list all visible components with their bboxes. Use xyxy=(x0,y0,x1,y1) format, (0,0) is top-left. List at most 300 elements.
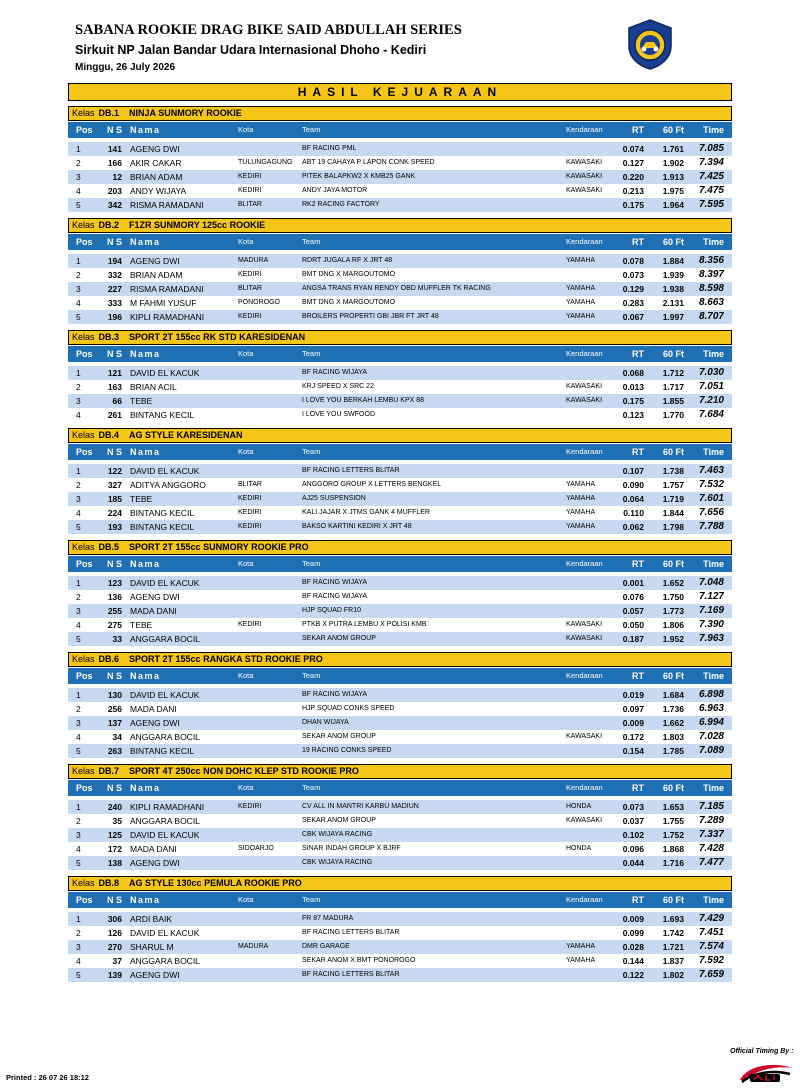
cell-pos: 2 xyxy=(76,592,81,602)
table-row xyxy=(68,730,732,744)
cell-time: 7.463 xyxy=(698,465,724,476)
circuit-name: Sirkuit NP Jalan Bandar Udara Internasional Dhoho - Kediri xyxy=(75,43,427,57)
cell-nama: KIPLI RAMADHANI xyxy=(130,312,205,322)
cell-kota: KEDIRI xyxy=(238,173,262,180)
column-header-rt: RT xyxy=(632,783,644,793)
column-header-kota: Kota xyxy=(238,125,254,134)
cell-ft60: 1.837 xyxy=(662,956,684,966)
class-name: AG STYLE 130cc PEMULA ROOKIE PRO xyxy=(129,878,302,888)
cell-rt: 0.028 xyxy=(622,942,644,952)
column-header-ft60: 60 Ft xyxy=(662,559,684,569)
cell-pos: 2 xyxy=(76,704,81,714)
column-header-team: Team xyxy=(302,559,321,568)
column-header-nama: Nama xyxy=(130,783,161,793)
cell-time: 8.598 xyxy=(698,283,724,294)
cell-team: BF RACING LETTERS BLITAR xyxy=(302,467,400,474)
cell-team: ABT 19 CAHAYA P LAPON CONK SPEED xyxy=(302,159,435,166)
class-code: DB.2 xyxy=(98,220,120,230)
column-header-row xyxy=(68,780,732,796)
cell-kota: KEDIRI xyxy=(238,509,262,516)
cell-time: 7.185 xyxy=(698,801,724,812)
cell-ns: 193 xyxy=(107,522,122,532)
cell-rt: 0.187 xyxy=(622,634,644,644)
cell-ns: 12 xyxy=(112,172,122,182)
column-header-pos: Pos xyxy=(76,895,93,905)
cell-rt: 0.057 xyxy=(622,606,644,616)
cell-kendaraan: YAMAHA xyxy=(566,943,596,950)
cell-pos: 1 xyxy=(76,368,81,378)
cell-rt: 0.009 xyxy=(622,914,644,924)
cell-time: 7.210 xyxy=(698,395,724,406)
column-header-pos: Pos xyxy=(76,349,93,359)
class-name: F1ZR SUNMORY 125cc ROOKIE xyxy=(129,220,266,230)
class-title-bar xyxy=(68,764,732,779)
cell-ft60: 1.770 xyxy=(662,410,684,420)
cell-rt: 0.073 xyxy=(622,270,644,280)
class-label: Kelas xyxy=(72,654,95,664)
table-row xyxy=(68,940,732,954)
cell-pos: 3 xyxy=(76,284,81,294)
cell-nama: TEBE xyxy=(130,396,153,406)
column-header-ns: N S xyxy=(106,559,122,569)
cell-kendaraan: HONDA xyxy=(566,845,592,852)
class-label: Kelas xyxy=(72,220,95,230)
class-title-bar xyxy=(68,876,732,891)
cell-rt: 0.213 xyxy=(622,186,644,196)
column-header-pos: Pos xyxy=(76,447,93,457)
cell-ns: 270 xyxy=(107,942,122,952)
cell-ft60: 1.952 xyxy=(662,634,684,644)
table-row xyxy=(68,828,732,842)
column-header-kota: Kota xyxy=(238,559,254,568)
column-header-pos: Pos xyxy=(76,559,93,569)
cell-ns: 125 xyxy=(107,830,122,840)
cell-ns: 332 xyxy=(107,270,122,280)
cell-rt: 0.097 xyxy=(622,704,644,714)
class-label: Kelas xyxy=(72,332,95,342)
cell-team: I LOVE YOU BERKAH LEMBU KPX 88 xyxy=(302,397,425,404)
table-row xyxy=(68,408,732,422)
class-code: DB.4 xyxy=(98,430,120,440)
table-row xyxy=(68,716,732,730)
cell-nama: AGENG DWI xyxy=(130,858,180,868)
cell-ft60: 1.964 xyxy=(662,200,684,210)
cell-ft60: 1.652 xyxy=(662,578,684,588)
cell-time: 7.429 xyxy=(698,913,724,924)
cell-ns: 136 xyxy=(107,592,122,602)
cell-rt: 0.068 xyxy=(622,368,644,378)
cell-rt: 0.172 xyxy=(622,732,644,742)
cell-pos: 3 xyxy=(76,606,81,616)
cell-pos: 4 xyxy=(76,508,81,518)
results-section-db7 xyxy=(68,764,732,870)
cell-nama: AGENG DWI xyxy=(130,256,180,266)
cell-ns: 122 xyxy=(107,466,122,476)
cell-kendaraan: KAWASAKI xyxy=(566,159,603,166)
class-label: Kelas xyxy=(72,108,95,118)
cell-pos: 2 xyxy=(76,270,81,280)
column-header-ft60: 60 Ft xyxy=(662,671,684,681)
cell-ft60: 1.738 xyxy=(662,466,684,476)
column-header-ft60: 60 Ft xyxy=(662,895,684,905)
column-header-ft60: 60 Ft xyxy=(662,349,684,359)
column-header-row xyxy=(68,892,732,908)
cell-time: 7.390 xyxy=(698,619,724,630)
cell-nama: BINTANG KECIL xyxy=(130,746,195,756)
column-header-ns: N S xyxy=(106,237,122,247)
cell-time: 7.425 xyxy=(698,171,724,182)
cell-team: SEKAR ANOM X BMT PONOROGO xyxy=(302,957,416,964)
cell-ns: 306 xyxy=(107,914,122,924)
cell-nama: KIPLI RAMADHANI xyxy=(130,802,205,812)
table-row xyxy=(68,576,732,590)
cell-pos: 4 xyxy=(76,298,81,308)
column-header-nama: Nama xyxy=(130,349,161,359)
cell-team: SEKAR ANOM GROUP xyxy=(302,817,376,824)
results-rows xyxy=(68,800,732,870)
cell-nama: MADA DANI xyxy=(130,606,177,616)
column-header-team: Team xyxy=(302,349,321,358)
event-title: SABANA ROOKIE DRAG BIKE SAID ABDULLAH SERIES xyxy=(75,22,462,38)
cell-pos: 3 xyxy=(76,830,81,840)
cell-rt: 0.283 xyxy=(622,298,644,308)
cell-pos: 5 xyxy=(76,312,81,322)
cell-pos: 4 xyxy=(76,844,81,854)
cell-pos: 4 xyxy=(76,620,81,630)
column-header-team: Team xyxy=(302,237,321,246)
cell-pos: 1 xyxy=(76,578,81,588)
cell-pos: 2 xyxy=(76,158,81,168)
cell-time: 7.475 xyxy=(698,185,724,196)
cell-kendaraan: YAMAHA xyxy=(566,957,596,964)
table-row xyxy=(68,282,732,296)
cell-kota: KEDIRI xyxy=(238,523,262,530)
cell-nama: SHARUL M xyxy=(130,942,174,952)
cell-team: CBK WIJAYA RACING xyxy=(302,859,373,866)
cell-kendaraan: YAMAHA xyxy=(566,509,596,516)
table-row xyxy=(68,744,732,758)
cell-nama: ANDY WIJAYA xyxy=(130,186,187,196)
cell-time: 6.898 xyxy=(698,689,724,700)
cell-rt: 0.009 xyxy=(622,718,644,728)
event-date: Minggu, 26 July 2026 xyxy=(75,62,176,73)
cell-ns: 138 xyxy=(107,858,122,868)
cell-ft60: 1.750 xyxy=(662,592,684,602)
cell-ft60: 1.806 xyxy=(662,620,684,630)
cell-time: 7.089 xyxy=(698,745,724,756)
cell-ft60: 1.844 xyxy=(662,508,684,518)
table-row xyxy=(68,366,732,380)
table-row xyxy=(68,618,732,632)
cell-team: DMR GARAGE xyxy=(302,943,350,950)
results-rows xyxy=(68,912,732,982)
cell-rt: 0.220 xyxy=(622,172,644,182)
results-rows xyxy=(68,366,732,422)
cell-nama: DAVID EL KACUK xyxy=(130,690,200,700)
table-row xyxy=(68,968,732,982)
cell-time: 7.289 xyxy=(698,815,724,826)
cell-ns: 123 xyxy=(107,578,122,588)
cell-team: SEKAR ANOM GROUP xyxy=(302,733,376,740)
column-header-row xyxy=(68,346,732,362)
cell-rt: 0.175 xyxy=(622,200,644,210)
cell-ns: 333 xyxy=(107,298,122,308)
cell-ft60: 1.798 xyxy=(662,522,684,532)
cell-time: 7.656 xyxy=(698,507,724,518)
cell-pos: 5 xyxy=(76,746,81,756)
cell-time: 7.169 xyxy=(698,605,724,616)
cell-team: ANGSA TRANS RYAN RENDY OBD MUFFLER TK RACING xyxy=(302,285,491,292)
results-section-db2 xyxy=(68,218,732,324)
class-name: AG STYLE KARESIDENAN xyxy=(129,430,243,440)
cell-time: 7.963 xyxy=(698,633,724,644)
cell-kota: KEDIRI xyxy=(238,271,262,278)
cell-ft60: 1.736 xyxy=(662,704,684,714)
cell-time: 7.601 xyxy=(698,493,724,504)
cell-pos: 1 xyxy=(76,914,81,924)
class-code: DB.7 xyxy=(98,766,120,776)
table-row xyxy=(68,156,732,170)
class-title-bar xyxy=(68,218,732,233)
column-header-ft60: 60 Ft xyxy=(662,783,684,793)
cell-time: 7.659 xyxy=(698,969,724,980)
cell-ns: 34 xyxy=(112,732,122,742)
cell-ns: 196 xyxy=(107,312,122,322)
cell-nama: BINTANG KECIL xyxy=(130,522,195,532)
column-header-ns: N S xyxy=(106,447,122,457)
cell-pos: 3 xyxy=(76,172,81,182)
cell-pos: 3 xyxy=(76,396,81,406)
column-header-kendaraan: Kendaraan xyxy=(566,671,603,680)
cell-ft60: 1.721 xyxy=(662,942,684,952)
cell-team: RDRT JUGALA RF X JRT 48 xyxy=(302,257,393,264)
cell-nama: DAVID EL KACUK xyxy=(130,928,200,938)
cell-pos: 1 xyxy=(76,466,81,476)
table-row xyxy=(68,688,732,702)
cell-ft60: 2.131 xyxy=(662,298,684,308)
table-row xyxy=(68,954,732,968)
table-row xyxy=(68,254,732,268)
cell-ns: 256 xyxy=(107,704,122,714)
results-rows xyxy=(68,254,732,324)
cell-ns: 275 xyxy=(107,620,122,630)
cell-time: 7.030 xyxy=(698,367,724,378)
column-header-kota: Kota xyxy=(238,447,254,456)
cell-nama: ANGGARA BOCIL xyxy=(130,634,200,644)
class-code: DB.8 xyxy=(98,878,120,888)
cell-nama: RISMA RAMADANI xyxy=(130,200,204,210)
cell-kota: KEDIRI xyxy=(238,187,262,194)
cell-kendaraan: YAMAHA xyxy=(566,299,596,306)
cell-ft60: 1.716 xyxy=(662,858,684,868)
column-header-rt: RT xyxy=(632,559,644,569)
cell-ft60: 1.803 xyxy=(662,732,684,742)
column-header-time: Time xyxy=(703,783,724,793)
cell-nama: MADA DANI xyxy=(130,704,177,714)
cell-nama: BINTANG KECIL xyxy=(130,508,195,518)
column-header-kendaraan: Kendaraan xyxy=(566,559,603,568)
cell-nama: BINTANG KECIL xyxy=(130,410,195,420)
cell-time: 7.788 xyxy=(698,521,724,532)
cell-pos: 2 xyxy=(76,382,81,392)
class-code: DB.5 xyxy=(98,542,120,552)
cell-time: 7.684 xyxy=(698,409,724,420)
cell-rt: 0.110 xyxy=(623,508,644,518)
cell-ns: 194 xyxy=(107,256,122,266)
cell-kota: KEDIRI xyxy=(238,313,262,320)
cell-nama: ARDI BAIK xyxy=(130,914,173,924)
table-row xyxy=(68,814,732,828)
cell-nama: ANGGARA BOCIL xyxy=(130,816,200,826)
table-row xyxy=(68,170,732,184)
cell-kota: BLITAR xyxy=(238,201,262,208)
cell-rt: 0.074 xyxy=(622,144,644,154)
cell-rt: 0.175 xyxy=(622,396,644,406)
cell-rt: 0.044 xyxy=(622,858,644,868)
cell-rt: 0.127 xyxy=(622,158,644,168)
cell-team: PTKB X PUTRA LEMBU X POLISI KMB xyxy=(302,621,427,628)
cell-time: 8.397 xyxy=(698,269,724,280)
cell-ns: 342 xyxy=(107,200,122,210)
cell-ns: 227 xyxy=(107,284,122,294)
cell-team: HJP SQUAD CONKS SPEED xyxy=(302,705,395,712)
cell-rt: 0.099 xyxy=(622,928,644,938)
cell-pos: 3 xyxy=(76,494,81,504)
cell-ns: 130 xyxy=(107,690,122,700)
cell-kota: BLITAR xyxy=(238,285,262,292)
class-title-bar xyxy=(68,540,732,555)
column-header-rt: RT xyxy=(632,349,644,359)
cell-team: ANDY JAYA MOTOR xyxy=(302,187,368,194)
cell-kota: PONOROGO xyxy=(238,299,281,306)
cell-kendaraan: KAWASAKI xyxy=(566,621,603,628)
column-header-ns: N S xyxy=(106,671,122,681)
table-row xyxy=(68,632,732,646)
column-header-time: Time xyxy=(703,671,724,681)
column-header-ns: N S xyxy=(106,783,122,793)
cell-pos: 4 xyxy=(76,732,81,742)
cell-pos: 1 xyxy=(76,144,81,154)
cell-ft60: 1.913 xyxy=(662,172,684,182)
cell-kota: TULUNGAGUNG xyxy=(238,159,293,166)
cell-ft60: 1.902 xyxy=(662,158,684,168)
column-header-team: Team xyxy=(302,447,321,456)
cell-nama: MADA DANI xyxy=(130,844,177,854)
cell-nama: AKIR CAKAR xyxy=(130,158,182,168)
cell-time: 7.028 xyxy=(698,731,724,742)
cell-team: HJP SQUAD FR10 xyxy=(302,607,361,614)
table-row xyxy=(68,506,732,520)
cell-rt: 0.144 xyxy=(622,956,644,966)
cell-team: BF RACING WIJAYA xyxy=(302,691,368,698)
cell-team: FR 87 MADURA xyxy=(302,915,354,922)
column-header-ft60: 60 Ft xyxy=(662,125,684,135)
cell-ns: 33 xyxy=(112,634,122,644)
cell-rt: 0.123 xyxy=(622,410,644,420)
table-row xyxy=(68,842,732,856)
table-row xyxy=(68,464,732,478)
cell-ft60: 1.684 xyxy=(662,690,684,700)
results-section-db5 xyxy=(68,540,732,646)
table-row xyxy=(68,380,732,394)
cell-rt: 0.067 xyxy=(622,312,644,322)
cell-team: BF RACING WIJAYA xyxy=(302,369,368,376)
cell-time: 7.532 xyxy=(698,479,724,490)
cell-time: 7.451 xyxy=(698,927,724,938)
column-header-kota: Kota xyxy=(238,895,254,904)
cell-rt: 0.001 xyxy=(622,578,644,588)
column-header-row xyxy=(68,234,732,250)
cell-team: DHAN WIJAYA xyxy=(302,719,349,726)
table-row xyxy=(68,492,732,506)
cell-nama: DAVID EL KACUK xyxy=(130,830,200,840)
cell-kendaraan: HONDA xyxy=(566,803,592,810)
cell-nama: ADITYA ANGGORO xyxy=(130,480,206,490)
column-header-nama: Nama xyxy=(130,447,161,457)
column-header-pos: Pos xyxy=(76,783,93,793)
cell-kota: MADURA xyxy=(238,257,269,264)
column-header-time: Time xyxy=(703,559,724,569)
column-header-kendaraan: Kendaraan xyxy=(566,237,603,246)
cell-kendaraan: YAMAHA xyxy=(566,313,596,320)
cell-rt: 0.107 xyxy=(622,466,644,476)
cell-ns: 66 xyxy=(112,396,122,406)
results-section-db6 xyxy=(68,652,732,758)
cell-pos: 4 xyxy=(76,186,81,196)
column-header-ns: N S xyxy=(106,349,122,359)
cell-kendaraan: KAWASAKI xyxy=(566,817,603,824)
cell-kota: KEDIRI xyxy=(238,495,262,502)
cell-pos: 5 xyxy=(76,970,81,980)
cell-ns: 240 xyxy=(107,802,122,812)
column-header-rt: RT xyxy=(632,447,644,457)
cell-ft60: 1.938 xyxy=(662,284,684,294)
cell-ns: 261 xyxy=(107,410,122,420)
cell-kendaraan: YAMAHA xyxy=(566,285,596,292)
cell-kendaraan: YAMAHA xyxy=(566,481,596,488)
cell-kota: SIDOARJO xyxy=(238,845,274,852)
cell-team: BMT DNG X MARGOUTOMO xyxy=(302,271,396,278)
cell-kendaraan: KAWASAKI xyxy=(566,383,603,390)
table-row xyxy=(68,198,732,212)
table-row xyxy=(68,912,732,926)
cell-team: BF RACING LETTERS BLITAR xyxy=(302,929,400,936)
cell-ft60: 1.855 xyxy=(662,396,684,406)
results-rows xyxy=(68,576,732,646)
cell-time: 7.574 xyxy=(698,941,724,952)
cell-nama: AGENG DWI xyxy=(130,718,180,728)
cell-time: 7.051 xyxy=(698,381,724,392)
cell-nama: DAVID EL KACUK xyxy=(130,368,200,378)
cell-ns: 203 xyxy=(107,186,122,196)
cell-pos: 5 xyxy=(76,858,81,868)
cell-ft60: 1.755 xyxy=(662,816,684,826)
cell-ft60: 1.975 xyxy=(662,186,684,196)
cell-team: CBK WIJAYA RACING xyxy=(302,831,373,838)
cell-time: 7.127 xyxy=(698,591,724,602)
column-header-time: Time xyxy=(703,447,724,457)
results-section-db3 xyxy=(68,330,732,422)
cell-ns: 121 xyxy=(107,368,122,378)
class-name: SPORT 2T 155cc RANGKA STD ROOKIE PRO xyxy=(129,654,323,664)
cell-ft60: 1.939 xyxy=(662,270,684,280)
cell-nama: BRIAN ADAM xyxy=(130,172,183,182)
cell-kendaraan: KAWASAKI xyxy=(566,173,603,180)
cell-pos: 2 xyxy=(76,928,81,938)
results-section-db4 xyxy=(68,428,732,534)
column-header-pos: Pos xyxy=(76,671,93,681)
cell-nama: BRIAN ADAM xyxy=(130,270,183,280)
